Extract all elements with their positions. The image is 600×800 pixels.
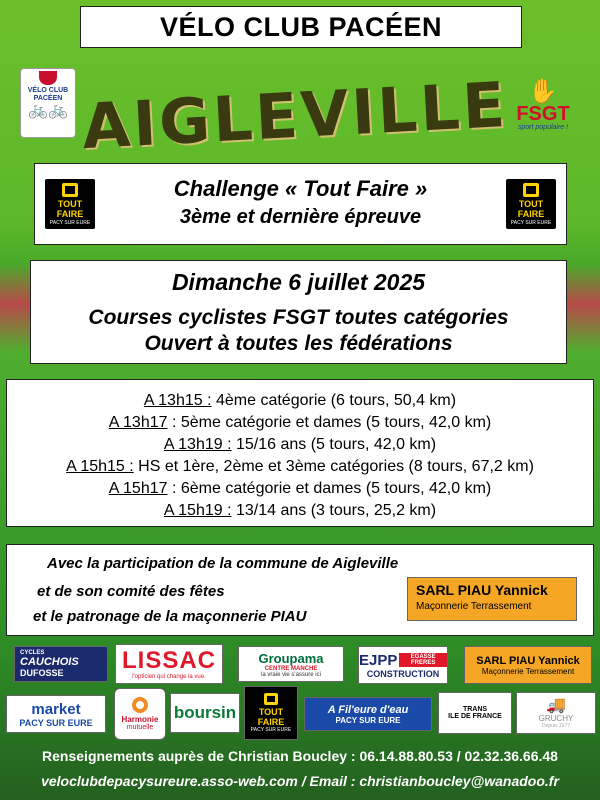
harmonie-logo: Harmonie xyxy=(121,715,159,724)
schedule-row xyxy=(7,456,593,478)
sponsor-lissac xyxy=(115,644,223,684)
schedule-row xyxy=(7,500,593,522)
schedule-desc: : 5ème catégorie et dames (5 tours, 42,0 km) xyxy=(167,414,492,431)
fileau-logo: A Fil'eure d'eau xyxy=(327,703,409,716)
tout-faire-word: TOUT FAIRE xyxy=(517,198,545,219)
challenge-title: Challenge « Tout Faire » xyxy=(173,176,428,201)
club-logo xyxy=(20,68,76,138)
club-name: VÉLO CLUB PACÉEN xyxy=(159,11,443,42)
club-logo-text: VÉLO CLUB PACÉEN xyxy=(27,87,69,102)
sponsor-transports xyxy=(438,692,512,734)
website-email: veloclubdepacysureure.asso-web.com / Email : christianboucley@wanadoo.fr xyxy=(41,773,559,789)
contact-info: Renseignements auprès de Christian Boucley : 06.14.88.80.53 / 02.32.36.66.48 xyxy=(42,748,558,764)
sponsor-fil-eure-deau xyxy=(304,697,432,731)
schedule-time: A 13h15 : xyxy=(143,392,212,409)
club-banner xyxy=(80,6,522,48)
tout-faire-icon xyxy=(62,183,78,197)
bicycle-icon: 🚲🚲 xyxy=(28,102,68,119)
event-info-box xyxy=(30,260,567,364)
schedule-row xyxy=(7,434,593,456)
sponsor-boursin xyxy=(170,693,240,733)
partner-line-patronage: et le patronage de la maçonnerie PIAU xyxy=(33,608,307,625)
shield-icon xyxy=(39,71,57,85)
sponsor-piau-sub: Maçonnerie Terrassement xyxy=(481,666,575,676)
dufosse-label: DUFOSSE xyxy=(20,668,64,678)
sponsor-tout-faire-word: TOUT FAIRE xyxy=(257,707,285,727)
piau-sponsor-card xyxy=(407,577,577,621)
tout-faire-sub: PACY SUR EURE xyxy=(49,219,91,226)
sponsor-harmonie xyxy=(114,688,166,740)
fileau-sub: PACY SUR EURE xyxy=(335,715,401,725)
gruchy-sub: Depuis 1977 xyxy=(541,722,571,729)
challenge-subtitle: 3ème et dernière épreuve xyxy=(179,206,422,228)
tout-faire-sub: PACY SUR EURE xyxy=(510,219,552,226)
gruchy-logo: GRUCHY xyxy=(538,713,574,723)
event-eligibility: Ouvert à toutes les fédérations xyxy=(144,332,453,355)
schedule-box xyxy=(6,379,594,527)
lissac-slogan: l'opticien qui change la vue. xyxy=(132,674,206,680)
transports-label-a: TRANS xyxy=(462,706,488,713)
athlete-icon: ✋ xyxy=(528,78,558,105)
schedule-desc: 13/14 ans (3 tours, 25,2 km) xyxy=(231,502,437,519)
harmonie-sub: mutuelle xyxy=(126,724,154,731)
sponsor-piau-name: SARL PIAU Yannick xyxy=(476,654,580,667)
schedule-time: A 15h19 : xyxy=(163,502,232,519)
town-name: AIGLEVILLE xyxy=(80,67,510,163)
partner-line-commune: Avec la participation de la commune de Aigleville xyxy=(47,555,399,572)
partner-line-comite: et de son comité des fêtes xyxy=(37,583,225,600)
challenge-box xyxy=(34,163,567,245)
cauchois-label: CAUCHOIS xyxy=(20,656,79,668)
schedule-time: A 13h17 xyxy=(108,414,168,431)
piau-name: SARL PIAU Yannick xyxy=(416,582,548,598)
tout-faire-icon xyxy=(523,183,539,197)
sponsor-piau xyxy=(464,646,592,684)
cycles-label: CYCLES xyxy=(20,650,45,656)
ejpp-logo: EJPP xyxy=(359,651,398,669)
sponsor-carrefour-market xyxy=(6,695,106,733)
lissac-logo: LISSAC xyxy=(121,647,216,674)
fsgt-slogan: sport populaire ! xyxy=(517,124,569,131)
tout-faire-logo-right xyxy=(506,179,556,229)
schedule-row xyxy=(7,390,593,412)
schedule-desc: : 6ème catégorie et dames (5 tours, 42,0 km) xyxy=(167,480,492,497)
schedule-row xyxy=(7,478,593,500)
fsgt-name: FSGT xyxy=(516,103,570,125)
partner-box xyxy=(6,544,594,636)
sponsor-tout-faire-inner xyxy=(245,693,297,733)
piau-subtitle: Maçonnerie Terrassement xyxy=(416,601,532,612)
schedule-time: A 15h17 xyxy=(108,480,168,497)
sponsor-ejpp xyxy=(358,646,448,684)
market-logo: market xyxy=(31,700,81,718)
schedule-time: A 13h19 : xyxy=(163,436,232,453)
harmonie-icon xyxy=(132,697,148,713)
tout-faire-word: TOUT FAIRE xyxy=(56,198,84,219)
town-title xyxy=(80,67,510,163)
sponsor-gruchy xyxy=(516,692,596,734)
ejpp-row xyxy=(359,652,447,669)
fsgt-logo xyxy=(508,80,578,144)
sponsor-cycles-cauchois xyxy=(14,646,108,682)
sponsor-tout-faire-sub: PACY SUR EURE xyxy=(250,727,292,733)
schedule-desc: 4ème catégorie (6 tours, 50,4 km) xyxy=(211,392,457,409)
schedule-time: A 15h15 : xyxy=(66,458,134,475)
groupama-slogan: la vraie vie s'assure ici xyxy=(261,671,321,678)
boursin-logo: boursin xyxy=(173,703,237,722)
tout-faire-logo-left xyxy=(45,179,95,229)
sponsor-groupama xyxy=(238,646,344,682)
transports-label-b: ILE DE FRANCE xyxy=(448,713,502,720)
ejpp-egasse: EGASSE FRERES xyxy=(399,653,447,667)
ejpp-construction: CONSTRUCTION xyxy=(366,668,440,679)
groupama-logo: Groupama xyxy=(258,650,324,666)
schedule-desc: 15/16 ans (5 tours, 42,0 km) xyxy=(231,436,437,453)
schedule-desc: HS et 1ère, 2ème et 3ème catégories (8 tours, 67,2 km) xyxy=(133,458,534,475)
event-description: Courses cyclistes FSGT toutes catégories xyxy=(88,306,509,329)
event-date: Dimanche 6 juillet 2025 xyxy=(171,269,426,295)
sponsor-tout-faire xyxy=(244,686,298,740)
market-sub: PACY SUR EURE xyxy=(19,717,93,728)
tout-faire-icon xyxy=(264,693,278,705)
truck-icon: 🚚 xyxy=(546,696,566,714)
schedule-row xyxy=(7,412,593,434)
groupama-region: CENTRE MANCHE xyxy=(264,665,318,672)
